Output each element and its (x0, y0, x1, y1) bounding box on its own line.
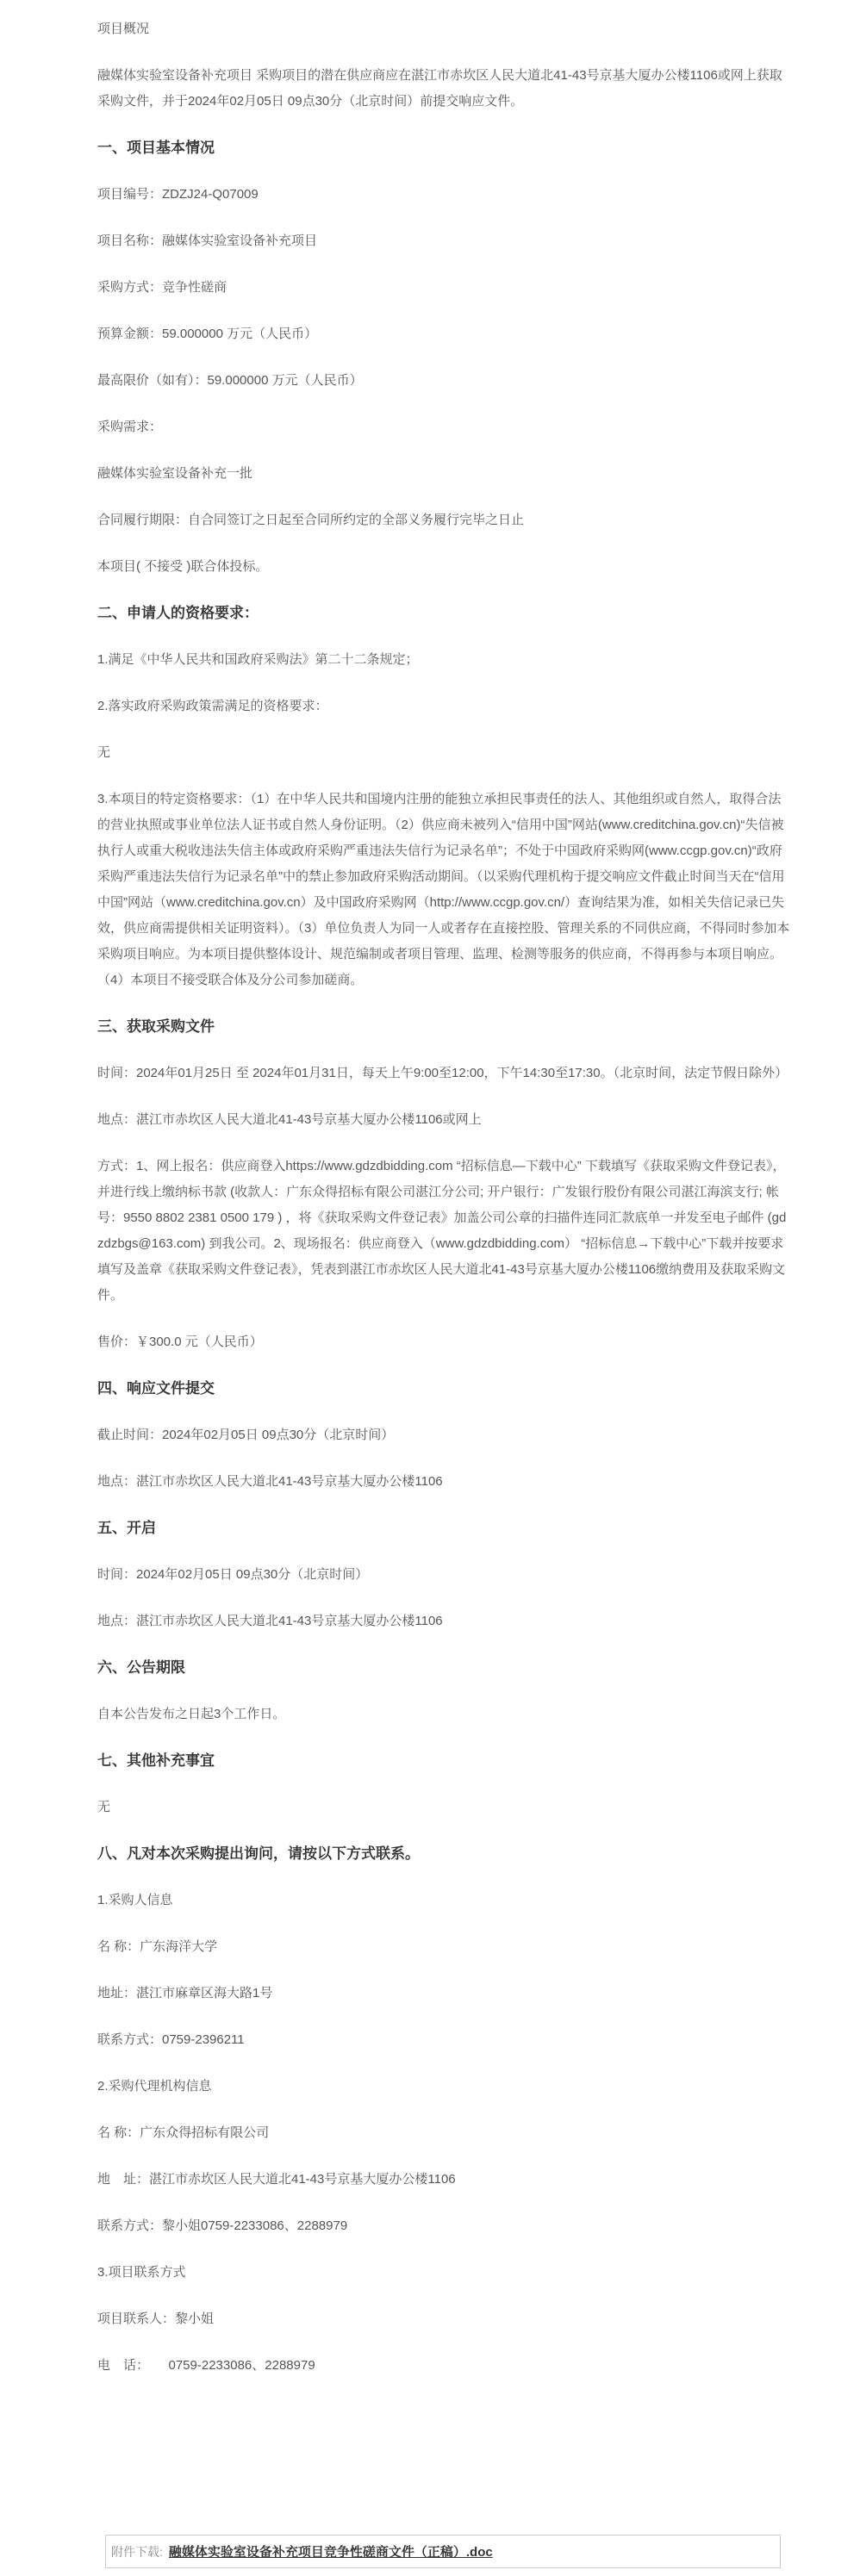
other-matters-content: 无 (97, 1800, 111, 1814)
section-1-heading: 一、项目基本情况 (97, 140, 215, 156)
agency-address: 地 址：湛江市赤坎区人民大道北41-43号京基大厦办公楼1106 (97, 2172, 456, 2187)
qualification-2-content: 无 (97, 745, 111, 760)
section-7-heading: 七、其他补充事宜 (97, 1752, 215, 1769)
obtain-docs-method: 方式：1、网上报名：供应商登入https://www.gdzdbidding.com “招标信息—下载中心” 下载填写《获取采购文件登记表》，并进行线上缴纳标书款 (收款人：广东众得招标有限公司湛江分公司; 开户银行：广发银行股份有限公司湛江海滨支行; 帐号：9550 8802 2381 0500 179 ) ，将《获取采购文件登记表》加盖公司公章的扫描件连同汇款底单一并发至电子邮件 (gdzdzbgs@163.com) 到我公司。2、现场报名：供应商登入（www.gdzdbidding.com） “招标信息→下载中心”下载并按要求填写及盖章《获取采购文件登记表》，凭表到湛江市赤坎区人民大道北41-43号京基大厦办公楼1106缴纳费用及获取采购文件。 (97, 1159, 787, 1303)
procurement-demand-content: 融媒体实验室设备补充一批 (97, 466, 253, 481)
project-contact-phone: 电 话： 0759-2233086、2288979 (97, 2358, 315, 2373)
attachment-download-label: 附件下载: (111, 2544, 163, 2559)
attachment-file-link[interactable]: 融媒体实验室设备补充项目竞争性磋商文件（正稿）.doc (168, 2545, 493, 2560)
submission-deadline: 截止时间：2024年02月05日 09点30分（北京时间） (97, 1428, 395, 1442)
overview-paragraph: 融媒体实验室设备补充项目 采购项目的潜在供应商应在湛江市赤坎区人民大道北41-43号京基大厦办公楼1106或网上获取采购文件，并于2024年02月05日 09点30分（北京时间）前提交响应文件。 (97, 68, 782, 109)
qualification-1: 1.满足《中华人民共和国政府采购法》第二十二条规定； (97, 652, 419, 667)
section-8-heading: 八、凡对本次采购提出询问，请按以下方式联系。 (97, 1845, 420, 1862)
docs-price: 售价：￥300.0 元（人民币） (97, 1335, 263, 1349)
section-3-heading: 三、获取采购文件 (97, 1018, 215, 1035)
opening-location: 地点：湛江市赤坎区人民大道北41-43号京基大厦办公楼1106 (97, 1614, 443, 1628)
section-5-heading: 五、开启 (97, 1520, 156, 1536)
section-4-heading: 四、响应文件提交 (97, 1380, 215, 1397)
obtain-docs-time: 时间：2024年01月25日 至 2024年01月31日，每天上午9:00至12:00，下午14:30至17:30。（北京时间，法定节假日除外） (97, 1066, 788, 1080)
opening-time: 时间：2024年02月05日 09点30分（北京时间） (97, 1567, 369, 1582)
max-price-limit: 最高限价（如有）：59.000000 万元（人民币） (97, 373, 363, 388)
budget-amount: 预算金额：59.000000 万元（人民币） (97, 327, 318, 341)
agency-contact: 联系方式：黎小姐0759-2233086、2288979 (97, 2218, 348, 2233)
overview-title: 项目概况 (97, 22, 150, 36)
purchaser-name: 名 称：广东海洋大学 (97, 1939, 218, 1954)
procurement-method: 采购方式：竞争性磋商 (97, 280, 227, 295)
qualification-2-label: 2.落实政府采购政策需满足的资格要求： (97, 699, 328, 713)
section-6-heading: 六、公告期限 (97, 1659, 185, 1676)
agency-name: 名 称：广东众得招标有限公司 (97, 2125, 270, 2140)
attachment-download-box (105, 2535, 781, 2568)
project-contact-person: 项目联系人：黎小姐 (97, 2312, 215, 2326)
contract-performance-period: 合同履行期限：自合同签订之日起至合同所约定的全部义务履行完毕之日止 (97, 513, 525, 527)
document-body (97, 16, 790, 2379)
project-name: 项目名称：融媒体实验室设备补充项目 (97, 233, 318, 248)
qualification-3: 3.本项目的特定资格要求：（1）在中华人民共和国境内注册的能独立承担民事责任的法人、其他组织或自然人，取得合法的营业执照或事业单位法人证书或自然人身份证明。（2）供应商未被列入“信用中国”网站(www.creditchina.gov.cn)“失信被执行人或重大税收违法失信主体或政府采购严重违法失信行为记录名单”；不处于中国政府采购网(www.ccgp.gov.cn)“政府采购严重违法失信行为记录名单”中的禁止参加政府采购活动期间。（以采购代理机构于提交响应文件截止时间当天在“信用中国”网站（www.creditchina.gov.cn）及中国政府采购网（http://www.ccgp.gov.cn/）查询结果为准，如相关失信记录已失效，供应商需提供相关证明资料）。（3）单位负责人为同一人或者存在直接控股、管理关系的不同供应商，不得同时参加本采购项目响应。为本项目提供整体设计、规范编制或者项目管理、监理、检测等服务的供应商，不得再参与本项目响应。（4）本项目不接受联合体及分公司参加磋商。 (97, 792, 790, 987)
section-2-heading: 二、申请人的资格要求： (97, 605, 259, 621)
joint-bidding-note: 本项目( 不接受 )联合体投标。 (97, 559, 269, 574)
purchaser-address: 地址：湛江市麻章区海大路1号 (97, 1986, 273, 2000)
obtain-docs-location: 地点：湛江市赤坎区人民大道北41-43号京基大厦办公楼1106或网上 (97, 1112, 482, 1127)
purchaser-contact: 联系方式：0759-2396211 (97, 2032, 245, 2047)
agency-info-label: 2.采购代理机构信息 (97, 2079, 212, 2094)
submission-location: 地点：湛江市赤坎区人民大道北41-43号京基大厦办公楼1106 (97, 1474, 443, 1489)
purchaser-info-label: 1.采购人信息 (97, 1893, 173, 1907)
procurement-demand-label: 采购需求： (97, 420, 163, 434)
project-contact-label: 3.项目联系方式 (97, 2265, 186, 2280)
project-number: 项目编号：ZDZJ24-Q07009 (97, 187, 259, 202)
announcement-period: 自本公告发布之日起3个工作日。 (97, 1707, 286, 1721)
